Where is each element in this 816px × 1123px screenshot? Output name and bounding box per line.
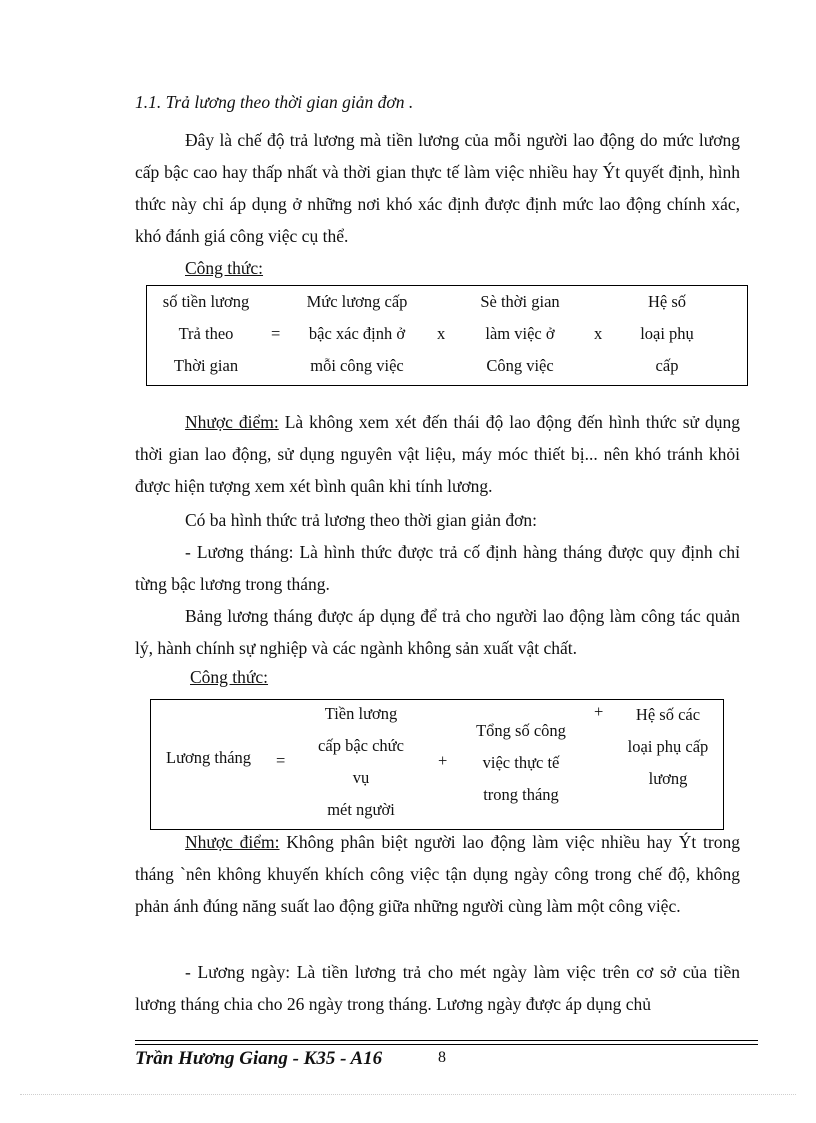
formula1-col3: Sè thời gian làm việc ở Công việc bbox=[480, 292, 560, 375]
formula2-left: Lương tháng bbox=[165, 748, 252, 767]
formula1-col4: Hệ số loại phụ cấp bbox=[640, 292, 694, 375]
paragraph-weakness-2 bbox=[135, 826, 740, 922]
formula2-col4: Hệ số các loại phụ cấp lương bbox=[627, 705, 709, 788]
formula2-col3: Tổng số công việc thực tế trong tháng bbox=[476, 721, 566, 804]
paragraph-daily-wage: - Lương ngày: Là tiền lương trả cho mét ngày làm việc trên cơ sở của tiền lương tháng chia cho 26 ngày trong tháng. Lương ngày được áp dụng chủ bbox=[135, 962, 740, 1014]
formula-box-2 bbox=[150, 699, 724, 830]
formula-box-1 bbox=[146, 285, 748, 386]
formula1-col2: Mức lương cấp bậc xác định ở mỗi công việc bbox=[306, 292, 408, 375]
formula2-plus-2: + bbox=[594, 702, 604, 721]
paragraph-definition: Đây là chế độ trả lương mà tiền lương của mỗi người lao động do mức lương cấp bậc cao hay thấp nhất và thời gian thực tế làm việc nhiều hay Ýt quyết định, hình thức này chỉ áp dụng ở những nơi khó xác định được định mức lao động chính xác, khó đánh giá công việc cụ thể. bbox=[135, 130, 740, 246]
weakness-text-1: Là không xem xét đến thái độ lao động đến hình thức sử dụng thời gian lao động, sử dụng nguyên vật liệu, máy móc thiết bị... nên khó tránh khỏi được hiện tượng xem xét bình quân khi tính lương. bbox=[135, 412, 740, 496]
footer-rule-bottom bbox=[135, 1044, 758, 1045]
weakness-label-2: Nhược điểm: bbox=[185, 832, 280, 852]
paragraph-monthly-table: Bảng lương tháng được áp dụng để trả cho người lao động làm công tác quản lý, hành chính sự nghiệp và các ngành không sản xuất vật chất. bbox=[135, 606, 740, 658]
formula-label-1: Công thức: bbox=[185, 258, 264, 278]
page-edge-divider bbox=[20, 1094, 796, 1095]
formula1-col1: số tiền lương Trả theo Thời gian bbox=[162, 292, 250, 375]
paragraph-three-forms: Có ba hình thức trả lương theo thời gian giản đơn: bbox=[185, 510, 537, 530]
formula2-plus-1: + bbox=[438, 751, 448, 770]
formula2-equals: = bbox=[276, 751, 286, 770]
paragraph-weakness-1 bbox=[135, 406, 740, 502]
footer-author: Trần Hương Giang - K35 - A16 bbox=[135, 1048, 383, 1069]
paragraph-monthly-wage: - Lương tháng: Là hình thức được trả cố định hàng tháng được quy định chỉ từng bậc lương trong tháng. bbox=[135, 542, 740, 594]
formula1-equals: = bbox=[271, 324, 281, 343]
formula-label-2: Công thức: bbox=[190, 667, 269, 687]
page-number: 8 bbox=[438, 1049, 446, 1066]
formula2-col2: Tiền lương cấp bậc chức vụ mét người bbox=[318, 704, 404, 819]
section-heading: 1.1. Trả lương theo thời gian giản đơn . bbox=[135, 92, 414, 112]
formula1-times-2: x bbox=[594, 324, 603, 343]
weakness-text-2: Không phân biệt người lao động làm việc nhiều hay Ýt trong tháng `nên không khuyến khích công việc tận dụng ngày công trong chế độ, không phản ánh đúng năng suất lao động giữa những người cùng làm một công việc. bbox=[135, 832, 740, 916]
formula1-times-1: x bbox=[437, 324, 446, 343]
weakness-label-1: Nhược điểm: bbox=[185, 412, 279, 432]
footer-rule-top bbox=[135, 1040, 758, 1041]
